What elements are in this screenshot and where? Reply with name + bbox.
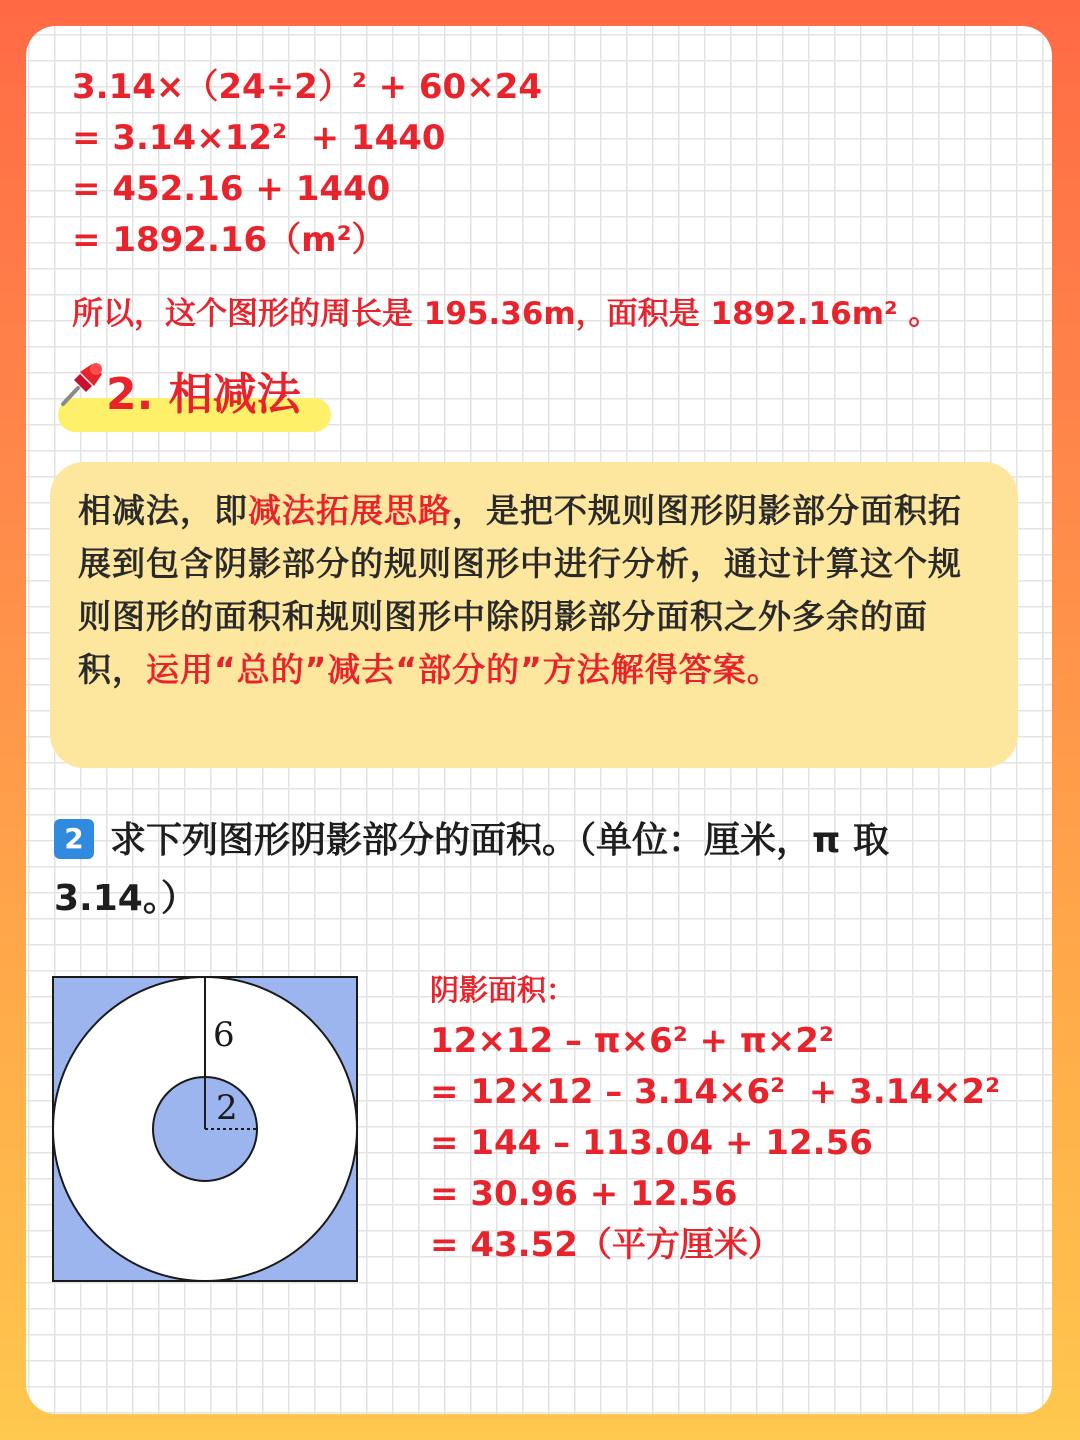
- definition-keyword: 减法拓展思路: [248, 491, 452, 530]
- answer-heading: 阴影面积：: [430, 973, 576, 1007]
- definition-method: 运用“总的”减去“部分的”方法解得答案。: [146, 650, 781, 689]
- answer-calculation: [430, 964, 1000, 1271]
- conclusion-text: 所以，这个图形的周长是 195.36m，面积是 1892.16m² 。: [72, 296, 940, 332]
- pushpin-icon: [58, 358, 108, 408]
- answer-line: = 43.52（平方厘米）: [430, 1225, 782, 1265]
- shaded-figure: [50, 974, 360, 1284]
- content-card: [26, 26, 1052, 1414]
- section-title: 2. 相减法: [106, 369, 301, 420]
- calc-line: 3.14×（24÷2）² + 60×24: [72, 67, 543, 107]
- answer-line: 12×12 – π×6² + π×2²: [430, 1021, 834, 1061]
- outer-radius-label: 6: [213, 1015, 235, 1055]
- calc-line: = 3.14×12² + 1440: [72, 118, 446, 158]
- problem-statement: [54, 812, 994, 928]
- definition-text: [78, 484, 988, 696]
- definition-part: 相减法，即: [78, 491, 248, 530]
- definition-box: [50, 462, 1018, 768]
- answer-line: = 12×12 – 3.14×6² + 3.14×2²: [430, 1072, 1000, 1112]
- calc-line: = 452.16 + 1440: [72, 169, 391, 209]
- problem-number-badge: 2: [54, 819, 94, 859]
- definition-part: ，是把不规则图形阴影部分面积拓展到包含阴影部分的规则图形中进行分析，通过计算这个规则图形的面积和规则图形中除阴影部分面积之外多余的面积，: [78, 491, 962, 689]
- answer-line: = 30.96 + 12.56: [430, 1174, 738, 1214]
- answer-line: = 144 – 113.04 + 12.56: [430, 1123, 873, 1163]
- area-calculation: [72, 62, 542, 266]
- inner-radius-label: 2: [216, 1088, 238, 1128]
- calc-line: = 1892.16（m²）: [72, 220, 386, 260]
- problem-text: 求下列图形阴影部分的面积。（单位：厘米，π 取 3.14。）: [54, 820, 890, 919]
